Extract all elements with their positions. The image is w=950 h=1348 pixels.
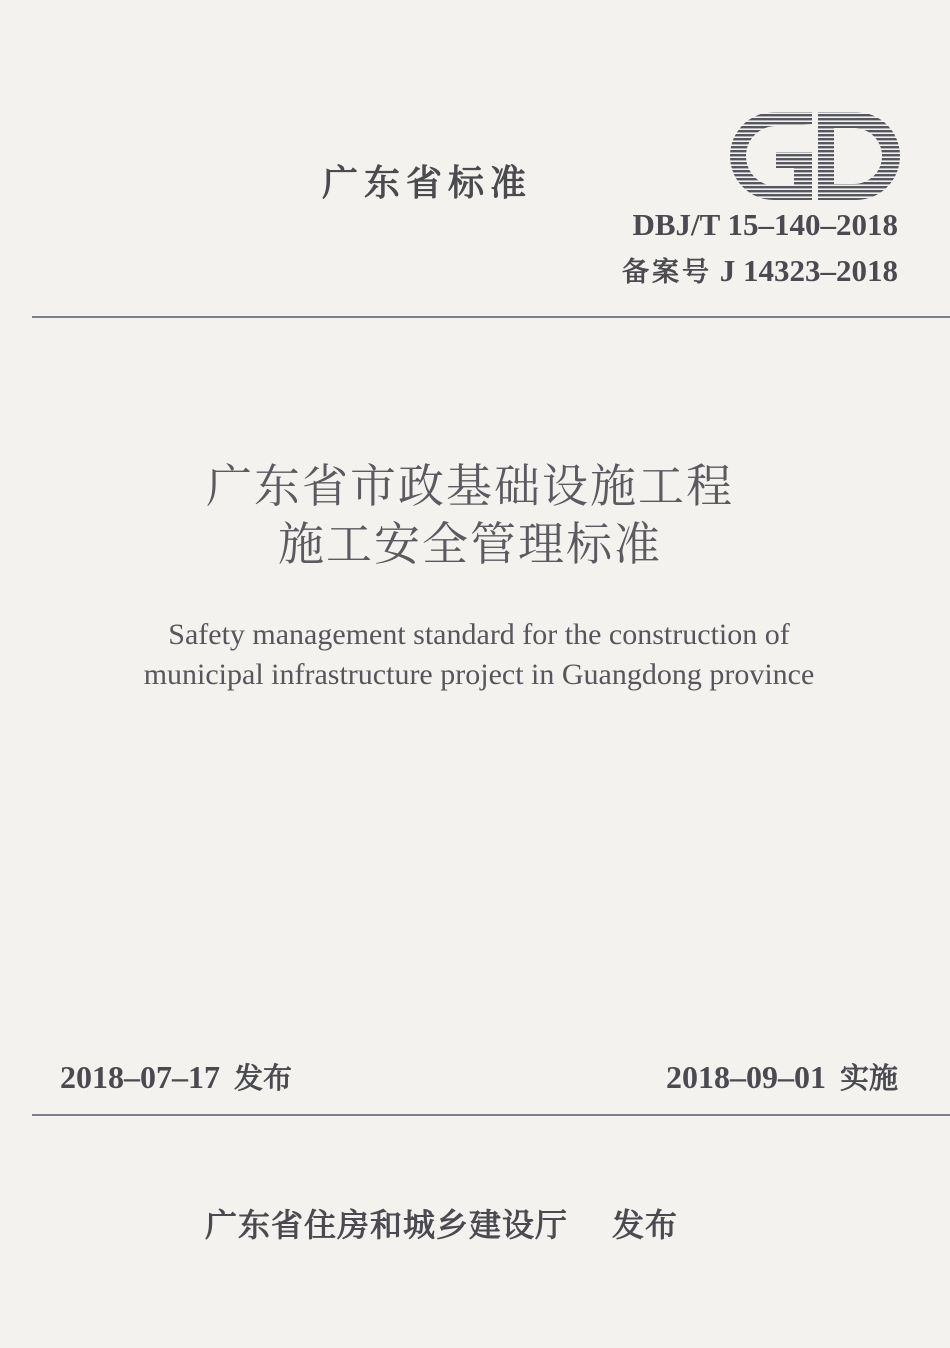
standard-code: DBJ/T 15–140–2018 <box>632 207 898 242</box>
title-en-line2: municipal infrastructure project in Guangdong province <box>143 658 815 691</box>
issue-date: 2018–07–17 <box>60 1059 220 1095</box>
record-label: 备案号 <box>622 257 712 288</box>
issue-label: 发布 <box>234 1061 293 1095</box>
issuer: 广东省住房和城乡建设厅 <box>205 1206 569 1244</box>
record-number: J 14323–2018 <box>719 253 898 288</box>
effective-date: 2018–09–01 <box>665 1059 826 1095</box>
gd-logo <box>728 110 900 202</box>
publisher-line <box>205 1200 678 1246</box>
effective-date-line <box>666 1056 898 1097</box>
title-en-line1: Safety management standard for the construction of <box>168 618 790 651</box>
title-cn-line2: 施工安全管理标准 <box>278 517 662 571</box>
top-rule <box>32 316 950 318</box>
issuer-action: 发布 <box>612 1206 679 1244</box>
effective-label: 实施 <box>839 1061 898 1095</box>
bottom-rule <box>32 1114 950 1116</box>
record-number-line <box>622 250 898 289</box>
title-cn-line1: 广东省市政基础设施工程 <box>206 459 734 513</box>
standard-category: 广东省标准 <box>322 163 533 204</box>
issue-date-line <box>60 1056 292 1097</box>
